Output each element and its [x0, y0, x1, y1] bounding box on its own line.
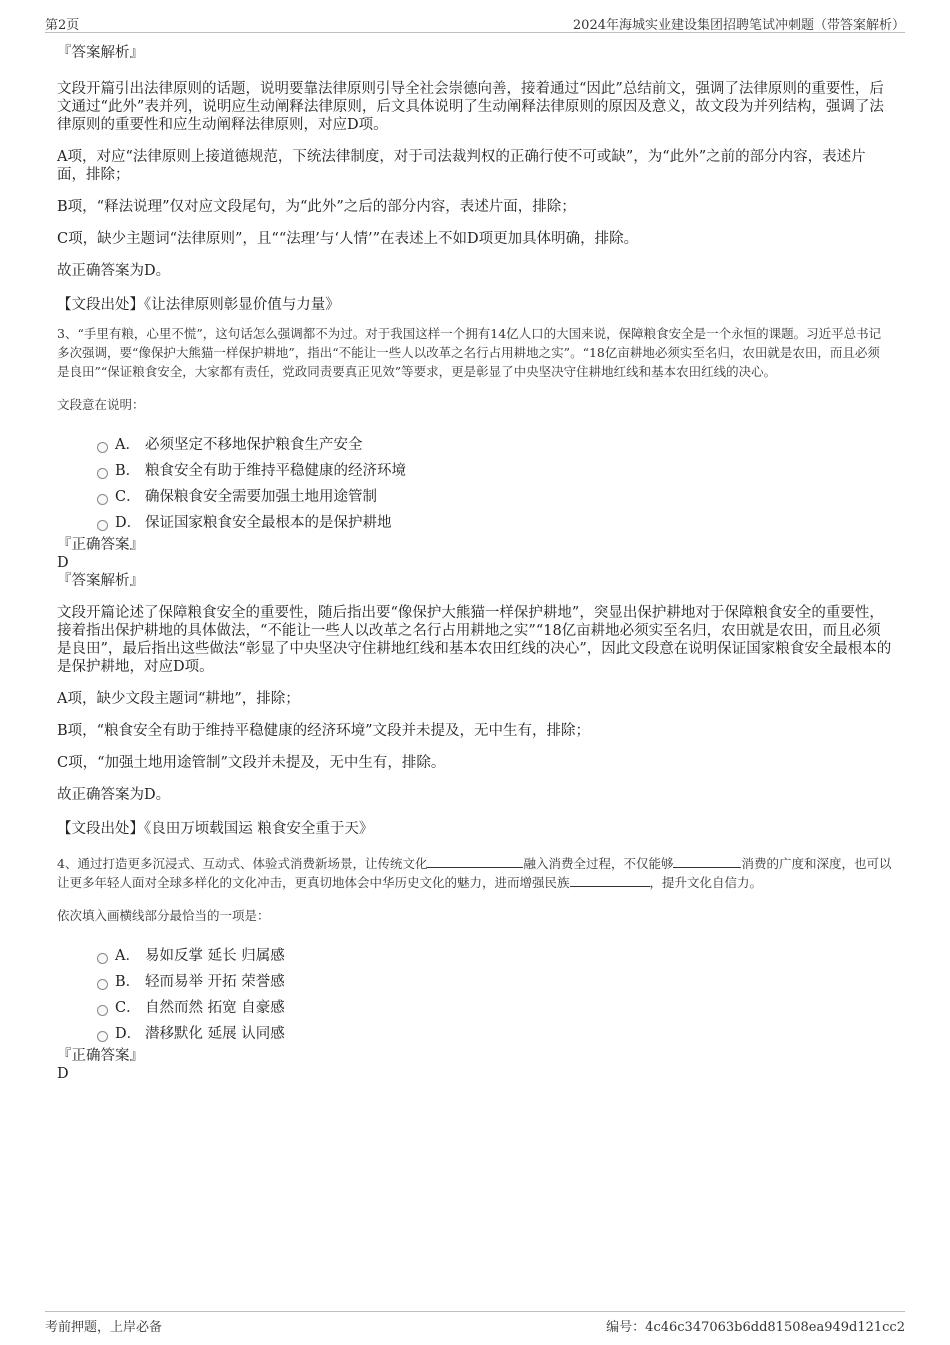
- q3-option-b[interactable]: [97, 458, 892, 484]
- radio-button[interactable]: [97, 979, 108, 990]
- option-text: 必须坚定不移地保护粮食生产安全: [145, 437, 363, 453]
- q2-option-a-analysis: A项，对应“法律原则上接道德规范，下统法律制度，对于司法裁判权的正确行使不可或缺”，为“此外”之前的部分内容，表述片面，排除；: [57, 149, 866, 183]
- option-letter: C．: [115, 1000, 141, 1016]
- q4-option-a[interactable]: [97, 943, 892, 969]
- fill-blank-1: [427, 855, 523, 868]
- q3-option-a[interactable]: [97, 432, 892, 458]
- q3-options: [97, 432, 892, 536]
- document-body: [57, 44, 892, 1083]
- q3-analysis-text: 文段开篇论述了保障粮食安全的重要性，随后指出要“像保护大熊猫一样保护耕地”，突显出保护耕地对于保障粮食安全的重要性，接着指出保护耕地的具体做法，“不能让一些人以改革之名行占用耕地之实”“18亿亩耕地必须实至名归，农田就是农田，而且必须是良田”，最后指出这些做法“彰显了中央坚决守住耕地红线和基本农田红线的决心”，因此文段意在说明保证国家粮食安全最根本的是保护耕地，对应D项。: [57, 605, 892, 675]
- option-letter: C．: [115, 489, 141, 505]
- footer-slogan: 考前押题，上岸必备: [45, 1320, 163, 1335]
- q3-conclusion: 故正确答案为D。: [57, 787, 171, 803]
- option-letter: D．: [115, 515, 142, 531]
- document-title: 2024年海城实业建设集团招聘笔试冲刺题（带答案解析）: [572, 18, 905, 33]
- page-header: [45, 12, 905, 33]
- radio-button[interactable]: [97, 494, 108, 505]
- fill-blank-2: [673, 855, 741, 868]
- radio-button[interactable]: [97, 1031, 108, 1042]
- radio-button[interactable]: [97, 468, 108, 479]
- q2-option-b-analysis: B项，“释法说理”仅对应文段尾句，为“此外”之后的部分内容，表述片面，排除；: [57, 199, 576, 215]
- q4-option-c[interactable]: [97, 995, 892, 1021]
- q4-stem-part-1: 4、通过打造更多沉浸式、互动式、体验式消费新场景，让传统文化: [57, 856, 428, 871]
- option-letter: B．: [115, 463, 141, 479]
- q4-stem: [57, 854, 892, 892]
- option-letter: A．: [115, 437, 140, 453]
- q2-conclusion: 故正确答案为D。: [57, 263, 171, 279]
- page-number: 第2页: [45, 18, 80, 33]
- q4-stem-part-4: ，提升文化自信力。: [649, 875, 763, 890]
- document-id: 编号：4c46c347063b6dd81508ea949d121cc2: [606, 1320, 905, 1335]
- q3-option-a-analysis: A项，缺少文段主题词“耕地”，排除；: [57, 691, 300, 707]
- q2-analysis-text: 文段开篇引出法律原则的话题，说明要靠法律原则引导全社会崇德向善，接着通过“因此”总结前文，强调了法律原则的重要性，后文通过“此外”表并列，说明应生动阐释法律原则，后文具体说明了生动阐释法律原则的原因及意义，故文段为并列结构，强调了法律原则的重要性和应生动阐释法律原则，对应D项。: [57, 81, 884, 133]
- q4-prompt: 依次填入画横线部分最恰当的一项是：: [57, 908, 270, 923]
- option-text: 轻而易举 开拓 荣誉感: [145, 974, 285, 990]
- page-footer: [45, 1311, 905, 1335]
- option-text: 易如反掌 延长 归属感: [145, 948, 285, 964]
- option-text: 自然而然 拓宽 自豪感: [145, 1000, 285, 1016]
- option-text: 保证国家粮食安全最根本的是保护耕地: [145, 515, 392, 531]
- q3-answer: D: [57, 555, 69, 571]
- q3-option-b-analysis: B项，“粮食安全有助于维持平稳健康的经济环境”文段并未提及，无中生有，排除；: [57, 723, 590, 739]
- q4-answer-label: 『正确答案』: [57, 1048, 144, 1064]
- q3-stem: 3、“手里有粮，心里不慌”，这句话怎么强调都不为过。对于我国这样一个拥有14亿人口的大国来说，保障粮食安全是一个永恒的课题。习近平总书记多次强调，要“像保护大熊猫一样保护耕地”，指出“不能让一些人以改革之名行占用耕地之实”。“18亿亩耕地必须实至名归，农田就是农田，而且必须是良田”“保证粮食安全，大家都有责任，党政同责要真正见效”等要求，更是彰显了中央坚决守住耕地红线和基本农田红线的决心。: [57, 326, 882, 379]
- fill-blank-3: [570, 874, 650, 887]
- q4-option-b[interactable]: [97, 969, 892, 995]
- option-text: 确保粮食安全需要加强土地用途管制: [145, 489, 377, 505]
- option-letter: B．: [115, 974, 141, 990]
- q4-options: [97, 943, 892, 1047]
- q2-analysis-label: 『答案解析』: [57, 45, 144, 61]
- q4-answer: D: [57, 1066, 69, 1082]
- radio-button[interactable]: [97, 520, 108, 531]
- radio-button[interactable]: [97, 953, 108, 964]
- q3-option-c[interactable]: [97, 484, 892, 510]
- q2-source: 【文段出处】《让法律原则彰显价值与力量》: [57, 297, 340, 313]
- q3-answer-label: 『正确答案』: [57, 537, 144, 553]
- q3-option-c-analysis: C项，“加强土地用途管制”文段并未提及，无中生有，排除。: [57, 755, 446, 771]
- q3-source: 【文段出处】《良田万顷载国运 粮食安全重于天》: [57, 821, 374, 837]
- option-letter: A．: [115, 948, 140, 964]
- q4-option-d[interactable]: [97, 1021, 892, 1047]
- option-text: 潜移默化 延展 认同感: [145, 1026, 285, 1042]
- q3-option-d[interactable]: [97, 510, 892, 536]
- q3-analysis-label: 『答案解析』: [57, 573, 144, 589]
- q4-stem-part-2: 融入消费全过程，不仅能够: [523, 856, 674, 871]
- q2-option-c-analysis: C项，缺少主题词“法律原则”，且““法理’与‘人情’”在表述上不如D项更加具体明确，排除。: [57, 231, 639, 247]
- option-letter: D．: [115, 1026, 142, 1042]
- q4-stem-part-3: 消费的广度和深度，也可以让更多年轻人面对全球多样化的文化冲击，更真切地体会中华历史文化的魅力，进而增强民族: [57, 856, 892, 890]
- q3-prompt: 文段意在说明：: [57, 397, 145, 412]
- radio-button[interactable]: [97, 442, 108, 453]
- radio-button[interactable]: [97, 1005, 108, 1016]
- option-text: 粮食安全有助于维持平稳健康的经济环境: [145, 463, 406, 479]
